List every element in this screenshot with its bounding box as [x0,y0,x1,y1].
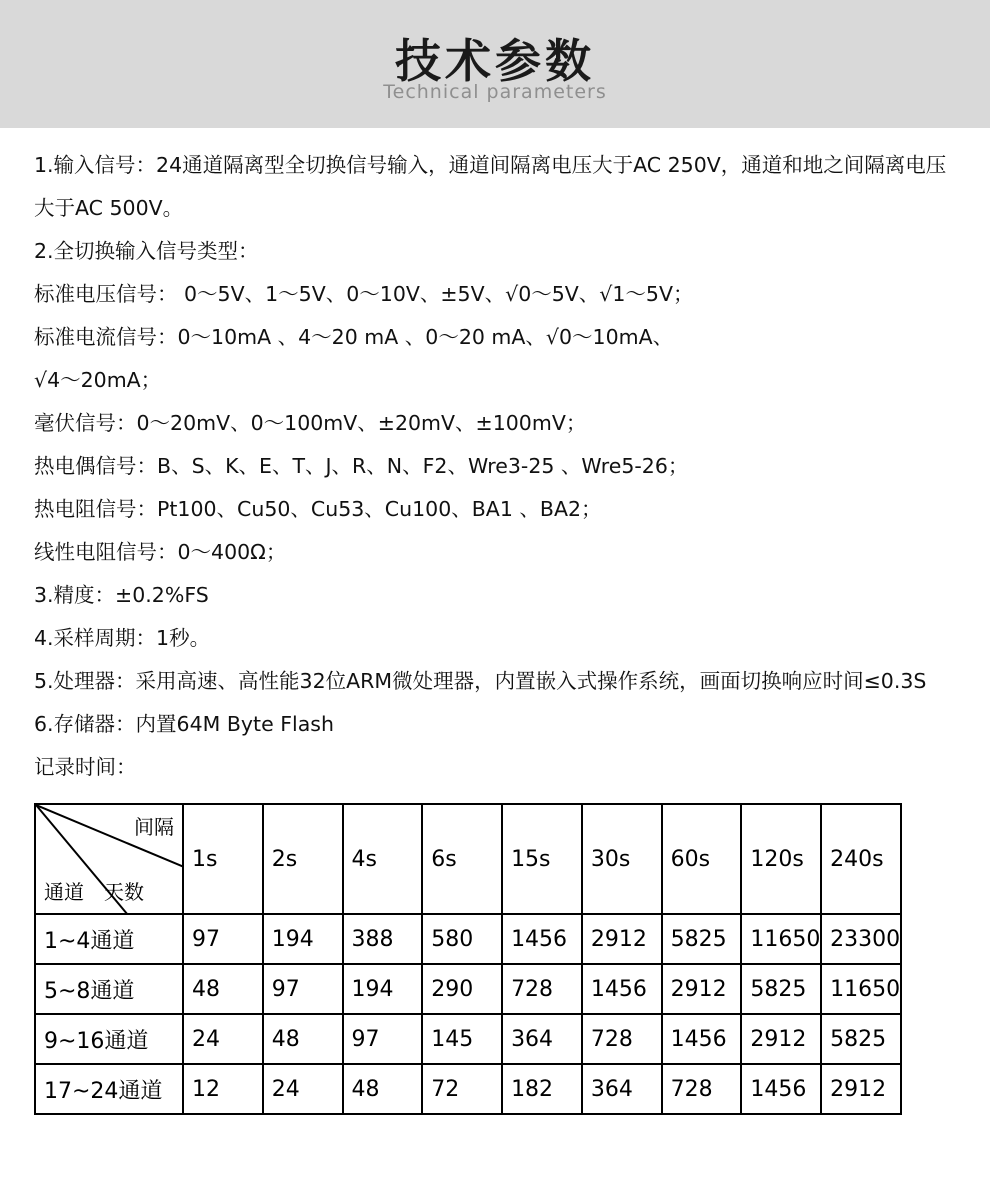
table-cell: 5825 [741,964,821,1014]
spec-line-2: 2.全切换输入信号类型： [34,239,259,263]
row-channel-label: 5~8通道 [35,964,183,1014]
spec-list [0,128,990,789]
table-cell: 1456 [741,1064,821,1114]
spec-line-7: 热电偶信号：B、S、K、E、T、J、R、N、F2、Wre3-25 、Wre5-26； [34,454,689,478]
table-cell: 364 [502,1014,582,1064]
table-cell: 290 [422,964,502,1014]
table-cell: 97 [343,1014,423,1064]
table-column-header: 2s [263,804,343,914]
corner-channel-label: 通道 [44,880,84,904]
table-cell: 580 [422,914,502,964]
spec-line-1: 1.输入信号：24通道隔离型全切换信号输入，通道间隔离电压大于AC 250V，通道和地之间隔离电压大于AC 500V。 [34,153,947,220]
spec-line-14: 记录时间： [34,755,137,779]
table-column-header: 6s [422,804,502,914]
table-cell: 11650 [741,914,821,964]
table-cell: 728 [502,964,582,1014]
table-row [35,1014,901,1064]
table-cell: 23300 [821,914,901,964]
table-cell: 2912 [741,1014,821,1064]
table-cell: 2912 [821,1064,901,1114]
table-row [35,964,901,1014]
spec-line-3: 标准电压信号： 0～5V、1～5V、0～10V、±5V、√0～5V、√1～5V； [34,282,694,306]
row-channel-label: 1~4通道 [35,914,183,964]
page-subtitle: Technical parameters [383,81,607,104]
table-cell: 48 [183,964,263,1014]
table-cell: 24 [263,1064,343,1114]
table-header-row [35,804,901,914]
corner-interval-label: 间隔 [134,815,174,839]
table-cell: 728 [582,1014,662,1064]
table-cell: 182 [502,1064,582,1114]
spec-line-13: 6.存储器：内置64M Byte Flash [34,712,334,736]
table-row [35,914,901,964]
record-time-table [34,803,902,1115]
table-cell: 364 [582,1064,662,1114]
corner-days-label: 天数 [104,880,144,904]
spec-line-12: 5.处理器：采用高速、高性能32位ARM微处理器，内置嵌入式操作系统，画面切换响应时间≤0.3S [34,669,927,693]
table-cell: 5825 [821,1014,901,1064]
table-cell: 2912 [582,914,662,964]
table-cell: 194 [343,964,423,1014]
page-header [0,0,990,128]
spec-line-6: 毫伏信号：0～20mV、0～100mV、±20mV、±100mV； [34,411,587,435]
table-cell: 72 [422,1064,502,1114]
spec-line-4: 标准电流信号：0～10mA 、4～20 mA 、0～20 mA、√0～10mA、 [34,325,674,349]
row-channel-label: 9~16通道 [35,1014,183,1064]
spec-line-5: √4～20mA； [34,368,162,392]
table-cell: 97 [263,964,343,1014]
table-cell: 24 [183,1014,263,1064]
table-cell: 728 [662,1064,742,1114]
table-cell: 145 [422,1014,502,1064]
table-column-header: 1s [183,804,263,914]
page-title: 技术参数 [395,33,595,88]
spec-line-8: 热电阻信号：Pt100、Cu50、Cu53、Cu100、BA1 、BA2； [34,497,602,521]
spec-line-10: 3.精度：±0.2%FS [34,583,209,607]
spec-line-9: 线性电阻信号：0～400Ω； [34,540,287,564]
table-column-header: 120s [741,804,821,914]
table-column-header: 4s [343,804,423,914]
table-cell: 1456 [502,914,582,964]
table-cell: 11650 [821,964,901,1014]
table-column-header: 15s [502,804,582,914]
table-corner-cell [35,804,183,914]
table-cell: 1456 [582,964,662,1014]
table-column-header: 60s [662,804,742,914]
table-cell: 48 [343,1064,423,1114]
table-cell: 48 [263,1014,343,1064]
row-channel-label: 17~24通道 [35,1064,183,1114]
table-cell: 97 [183,914,263,964]
table-column-header: 30s [582,804,662,914]
table-cell: 194 [263,914,343,964]
table-cell: 1456 [662,1014,742,1064]
spec-line-11: 4.采样周期：1秒。 [34,626,211,650]
table-cell: 2912 [662,964,742,1014]
table-row [35,1064,901,1114]
table-column-header: 240s [821,804,901,914]
table-cell: 12 [183,1064,263,1114]
record-time-table-wrapper [0,803,990,1115]
table-cell: 5825 [662,914,742,964]
table-cell: 388 [343,914,423,964]
